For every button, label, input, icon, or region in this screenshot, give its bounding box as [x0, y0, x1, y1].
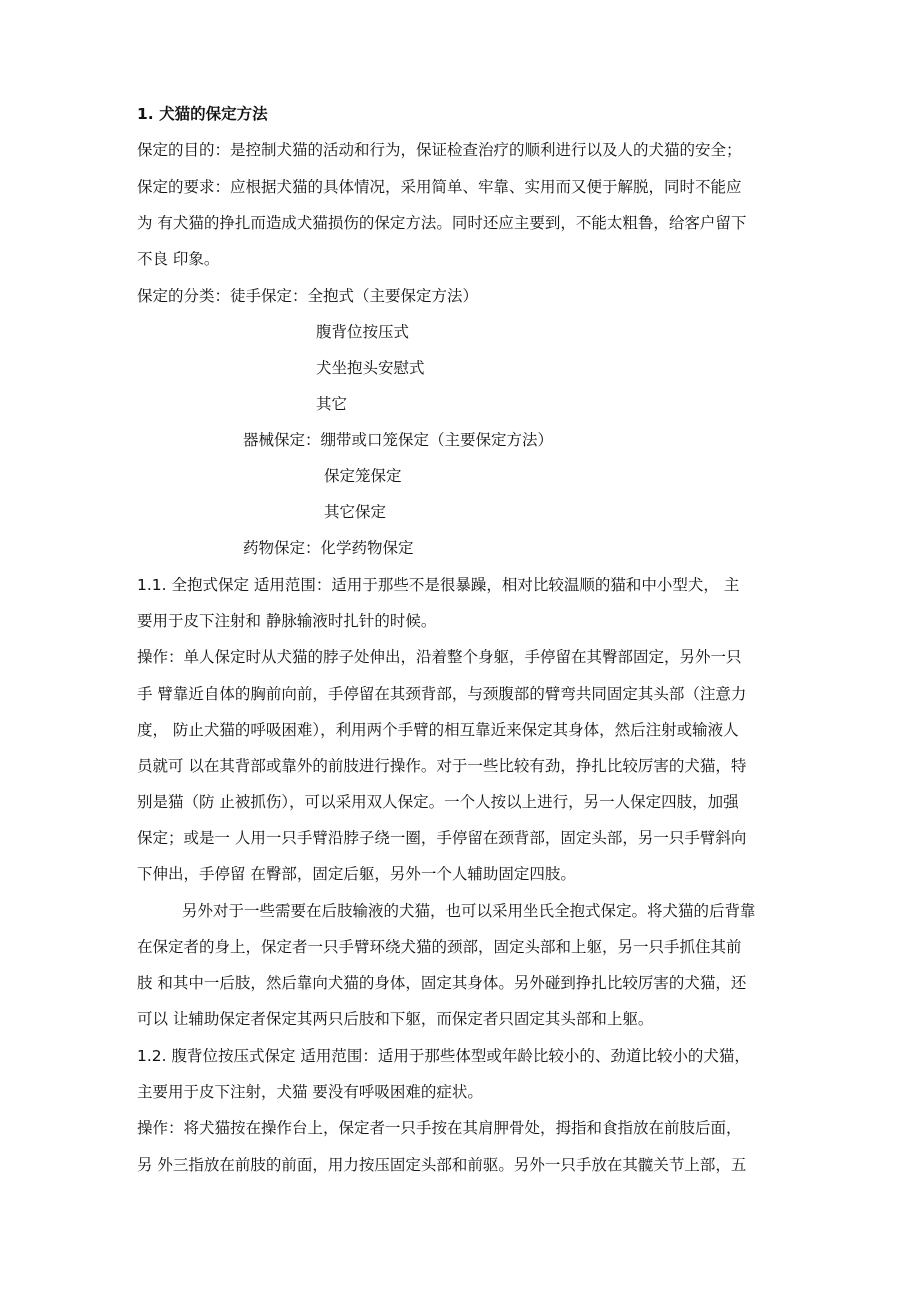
classification-line: 保定的分类：徒手保定：全抱式（主要保定方法） — [137, 287, 479, 305]
classification-item: 器械保定：绷带或口笼保定（主要保定方法） — [243, 431, 554, 449]
requirement-line-2: 为 有犬猫的挣扎而造成犬猫损伤的保定方法。同时还应主要到，不能太粗鲁，给客户留下 — [137, 214, 747, 232]
classification-item: 腹背位按压式 — [316, 323, 410, 341]
operation-line-5: 别是猫（防 止被抓伤），可以采用双人保定。一个人按以上进行，另一人保定四肢，加强 — [137, 793, 739, 811]
classification-item: 犬坐抱头安慰式 — [316, 359, 425, 377]
section-heading: 1. 犬猫的保定方法 — [137, 105, 268, 123]
operation-line-4: 员就可 以在其背部或靠外的前肢进行操作。对于一些比较有劲，挣扎比较厉害的犬猫，特 — [137, 757, 747, 775]
classification-item: 其它保定 — [324, 503, 387, 521]
operation-line-1: 操作：单人保定时从犬猫的脖子处伸出，沿着整个身躯，手停留在其臀部固定，另外一只 — [137, 648, 742, 666]
seated-hold-line-3: 肢 和其中一后肢，然后靠向犬猫的身体，固定其身体。另外碰到挣扎比较厉害的犬猫，还 — [137, 974, 747, 992]
section-1-1-line-1: 1.1. 全抱式保定 适用范围：适用于那些不是很暴躁，相对比较温顺的猫和中小型犬， 主 — [137, 576, 740, 594]
press-operation-line-2: 另 外三指放在前肢的前面，用力按压固定头部和前驱。另外一只手放在其髋关节上部，五 — [137, 1156, 747, 1174]
operation-line-7: 下伸出，手停留 在臀部，固定后躯，另外一个人辅助固定四肢。 — [137, 865, 576, 883]
seated-hold-line-1: 另外对于一些需要在后肢输液的犬猫，也可以采用坐氏全抱式保定。将犬猫的后背靠 — [182, 902, 756, 920]
section-1-1-line-2: 要用于皮下注射和 静脉输液时扎针的时候。 — [137, 612, 437, 630]
operation-line-2: 手 臂靠近自体的胸前向前，手停留在其颈背部，与颈腹部的臂弯共同固定其头部（注意力 — [137, 685, 747, 703]
press-operation-line-1: 操作：将犬猫按在操作台上，保定者一只手按在其肩胛骨处，拇指和食指放在前肢后面， — [137, 1119, 742, 1137]
requirement-line-1: 保定的要求：应根据犬猫的具体情况，采用简单、牢靠、实用而又便于解脱，同时不能应 — [137, 178, 742, 196]
classification-item: 药物保定：化学药物保定 — [243, 539, 414, 557]
requirement-line-3: 不良 印象。 — [137, 250, 220, 268]
section-1-2-line-1: 1.2. 腹背位按压式保定 适用范围：适用于那些体型或年龄比较小的、劲道比较小的犬猫， — [137, 1047, 750, 1065]
classification-item: 保定笼保定 — [324, 467, 402, 485]
seated-hold-line-4: 可以 让辅助保定者保定其两只后肢和下躯，而保定者只固定其头部和上躯。 — [137, 1010, 654, 1028]
seated-hold-line-2: 在保定者的身上，保定者一只手臂环绕犬猫的颈部，固定头部和上躯，另一只手抓住其前 — [137, 938, 742, 956]
section-1-2-line-2: 主要用于皮下注射，犬猫 要没有呼吸困难的症状。 — [137, 1083, 483, 1101]
operation-line-6: 保定；或是一 人用一只手臂沿脖子绕一圈，手停留在颈背部，固定头部，另一只手臂斜向 — [137, 829, 747, 847]
classification-item: 其它 — [316, 395, 348, 413]
operation-line-3: 度， 防止犬猫的呼吸困难），利用两个手臂的相互靠近来保定其身体，然后注射或输液人 — [137, 721, 739, 739]
purpose-line: 保定的目的：是控制犬猫的活动和行为，保证检查治疗的顺利进行以及人的犬猫的安全； — [137, 141, 742, 159]
